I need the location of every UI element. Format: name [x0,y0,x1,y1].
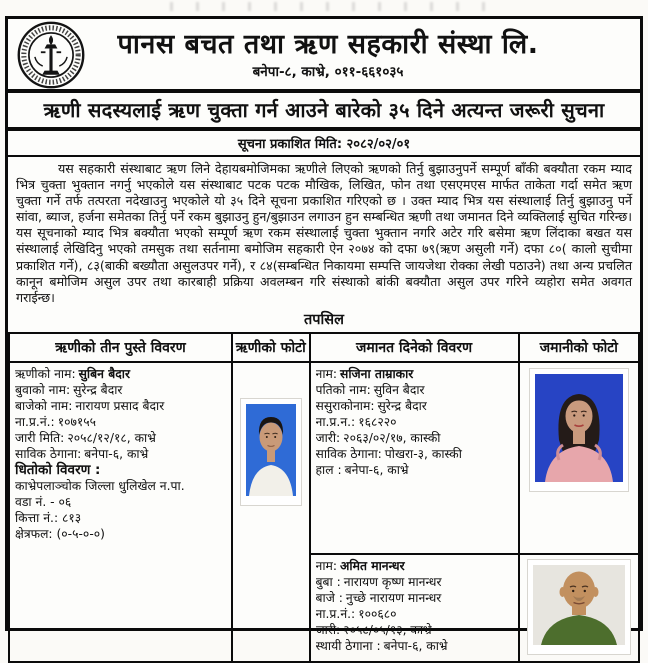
guarantor1-name-line: नाम: सजिना ताम्राकार [315,366,414,381]
guarantor2-photo-cell [519,554,639,662]
org-seal-logo [16,20,86,90]
published-date: सूचना प्रकाशित मिति: २०८२/०२/०१ [237,137,411,152]
guarantor2-name-line: नाम: अमित मानन्धर [315,558,405,573]
borrower-citizenship-line: ना.प्र.नं.: १०७१५५ [15,414,97,429]
guarantor2-details-cell [310,554,519,662]
col-header-borrower-details: ऋणीको तीन पुस्ते विवरण [9,333,232,362]
borrower-details-cell [9,362,232,662]
org-name: पानस बचत तथा ऋण सहकारी संस्था लि. [117,29,539,61]
notice-document [5,16,643,653]
guarantor2-citizenship-line: ना.प्र.नं.: १००६८० [315,606,397,621]
document-header [8,19,640,93]
guarantor1-former-address-line: साविक ठेगाना: पोखरा-३, कास्की [315,446,462,461]
borrower-grandfather-line: बाजेको नाम: नारायण प्रसाद बैदार [15,398,165,413]
collateral-plot-line: कित्ता नं.: ८१३ [15,510,82,525]
guarantor2-father-line: बुबा : नारायण कृष्ण मानन्धर [315,574,442,589]
guarantor1-current-address-line: हाल : बनेपा-६, काभ्रे [315,462,409,477]
borrower-photo-cell [232,362,309,662]
notice-body [8,157,640,307]
notice-title: ऋणी सदस्यलाई ऋण चुक्ता गर्न आउने बारेको ३५ दिने अत्यन्त जरूरी सुचना [43,98,605,122]
collateral-ward-line: वडा नं. - ०६ [15,494,72,509]
guarantor2-issue-date-line: जारी: २०५८/०५/१३, काभ्रे [315,622,432,637]
col-header-guarantor-details: जमानत दिनेको विवरण [310,333,519,362]
scan-artifact [170,2,490,11]
col-header-guarantor-photo: जमानीको फोटो [519,333,639,362]
section-label: तपसिल [304,311,344,328]
table-header-row [9,333,639,362]
borrower-address-line: साविक ठेगाना: बनेपा-६, काभ्रे [15,446,149,461]
guarantor1-citizenship-line: ना.प्र.न.: १६८२२० [315,414,397,429]
details-table [8,332,640,663]
published-date-bar [8,131,640,157]
table-row [9,362,639,554]
guarantor1-photo-cell [519,362,639,554]
borrower-photo [241,399,301,505]
guarantor1-details-cell [310,362,519,554]
header-text [86,29,630,79]
col-header-borrower-photo: ऋणीको फोटो [232,333,309,362]
collateral-heading: धितोको विवरण : [15,461,101,478]
borrower-name-line: ऋणीको नाम: सुबिन बैदार [15,366,130,381]
borrower-father-line: बुवाको नाम: सुरेन्द्र बैदार [15,382,123,397]
borrower-issue-date-line: जारी मिति: २०५८/१२/१८, काभ्रे [15,430,156,445]
guarantor1-fatherinlaw-line: ससुराकोनाम: सुरेन्द्र बैदार [315,398,427,413]
guarantor2-permanent-address-line: स्थायी ठेगाना : बनेपा-६, काभ्रे [315,638,448,653]
collateral-area-line: क्षेत्रफल: (०-५-०-०) [15,526,105,541]
guarantor2-grandfather-line: बाजे : नुच्छे नारायण मानन्धर [315,590,442,605]
guarantor1-photo [530,369,628,491]
guarantor1-husband-line: पतिको नाम: सुविन बैदार [315,382,425,397]
notice-paragraph: यस सहकारी संस्थाबाट ऋण लिने देहायबमोजिमका ऋणीले लिएको ऋणको तिर्नु बुझाउनुपर्ने सम्पूर्ण बाँकी बक्यौता रकम म्याद भित्र चुक्ता भुक्तान नगर्नु भएकोले यस संस्थाबाट पटक पटक मौखिक, लिखित, फोन तथा एसएमएस मार्फत ताकेता गर्दा समेत ऋण चुक्ता गर्ने तर्फ तत्परता नदेखाउनु भएकोले यो ३५ दिने सूचना प्रकाशित गरिएको छ । उक्त म्याद भित्र यस संस्थालाई तिर्नु बुझाउनु पर्ने सांवा, ब्याज, हर्जना समेतका तिर्नु पर्ने रकम बुझाउनु हुन/बुझाउन लगाउन हुन सम्बन्धित ऋणी तथा जमानत दिने व्यक्तिलाई सुचित गरिन्छ। यस सूचनाको म्याद भित्र बक्यौता भएको सम्पूर्ण ऋण रकम संस्थालाई चुक्ता भुक्तान नगरि अटेर गरि बसेमा ऋण लिंदाका बखत यस संस्थालाई लेखिदिनु भएको तमसुक तथा सर्तनामा बमोजिम सहकारी ऐन २०७४ को दफा ७९(ऋण असुली गर्ने) दफा ८०( कालो सुचीमा प्रकाशित गर्ने), ८३(बाकी बख्यौता असुलउपर गर्ने), र ८४(सम्बन्धित निकायमा सम्पत्ति जायजेथा रोक्का लेखी पठाउने) तथा अन्य प्रचलित कानून बमोजिम असुल उपर तथा कारबाही प्रक्रिया अवलम्बन गरि संस्थाको बांकी बक्यौता असुल उपर गरिने व्यहोरा समेत अवगत गराईन्छ। [16,161,632,305]
org-address: बनेपा-८, काभ्रे, ०११-६६१०३५ [252,63,404,80]
collateral-district-line: काभ्रेपलाञ्चोक जिल्ला धुलिखेल न.पा. [15,478,185,493]
notice-title-bar [8,93,640,131]
guarantor2-photo [528,560,630,654]
guarantor1-issue-date-line: जारी: २०६३/०२/१७, कास्की [315,430,441,445]
